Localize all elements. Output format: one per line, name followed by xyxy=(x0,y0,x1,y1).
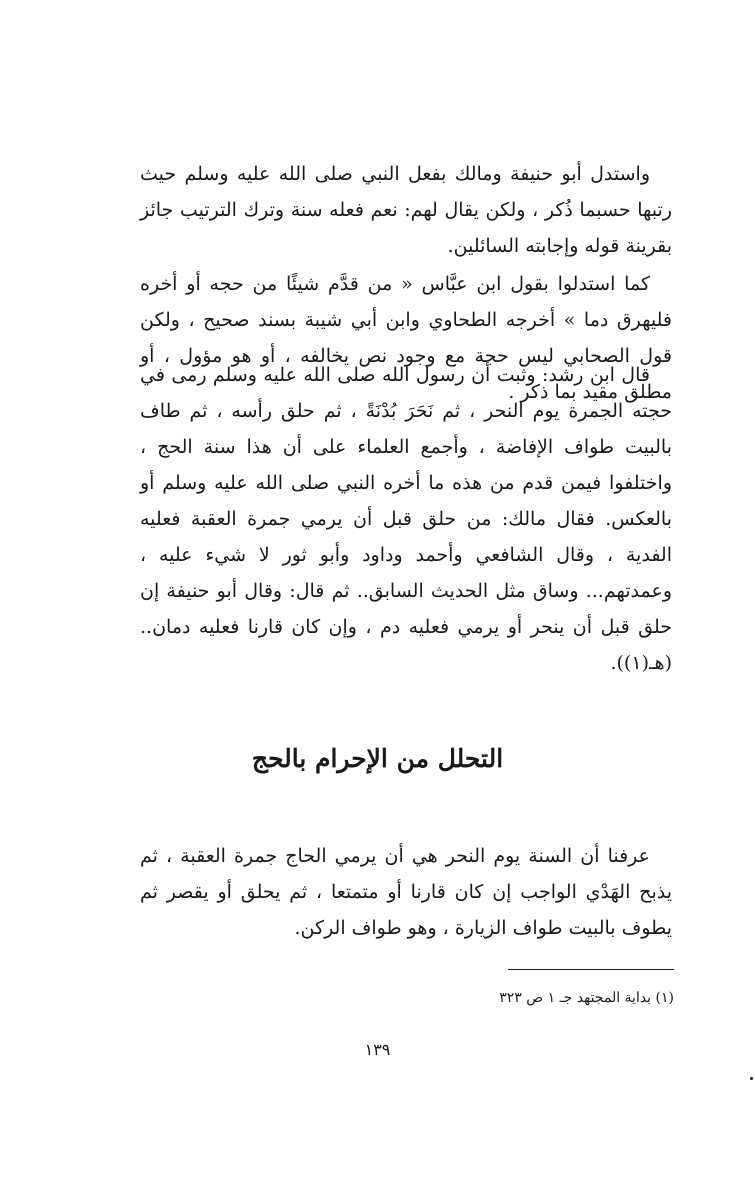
footnote-divider xyxy=(508,969,674,970)
paragraph-1: واستدل أبو حنيفة ومالك بفعل النبي صلى الله عليه وسلم حيث رتبها حسبما ذُكر ، ولكن يقال لهم: نعم فعله سنة وترك الترتيب جائز بقرينة قوله وإجابته السائلين. xyxy=(140,163,672,257)
scan-speck xyxy=(750,1077,753,1080)
section-heading: التحلل من الإحرام بالحج xyxy=(251,744,504,773)
page-number: ١٣٩ xyxy=(364,1040,391,1059)
footnote: (١) بداية المجتهد جـ ١ ص ٣٢٣ xyxy=(499,990,674,1006)
paragraph-2: كما استدلوا بقول ابن عبَّاس « من قدَّم شيئًا من حجه أو أخره فليهرق دما » أخرجه الطحاوي وابن أبي شيبة بسند صحيح ، ولكن قول الصحابي ليس حجة مع وجود نص يخالفه ، أو هو مؤول ، أو مطلق مقيد بما ذكر . xyxy=(140,273,672,403)
text-block-1 xyxy=(140,156,672,264)
text-block-3 xyxy=(140,357,672,681)
paragraph-3: قال ابن رشد: وثبت أن رسول الله صلى الله عليه وسلم رمى في حجته الجمرة يوم النحر ، ثم نَحَرَ بُدْنَةً ، ثم حلق رأسه ، ثم طاف بالبيت طواف الإفاضة ، وأجمع العلماء على أن هذا سنة الحج ، واختلفوا فيمن قدم من هذه ما أخره النبي صلى الله عليه وسلم أو بالعكس. فقال مالك: من حلق قبل أن يرمي جمرة العقبة فعليه الفدية ، وقال الشافعي وأحمد وداود وأبو ثور لا شيء عليه ، وعمدتهم... وساق مثل الحديث السابق.. ثم قال: وقال أبو حنيفة إن حلق قبل أن ينحر أو يرمي فعليه دم ، وإن كان قارنا فعليه دمان.. (هـ(١)). xyxy=(140,364,672,674)
paragraph-4: عرفنا أن السنة يوم النحر هي أن يرمي الحاج جمرة العقبة ، ثم يذبح الهَدْي الواجب إن كان قارنا أو متمتعا ، ثم يحلق أو يقصر ثم يطوف بالبيت طواف الزيارة ، وهو طواف الركن. xyxy=(140,845,672,939)
text-block-4 xyxy=(140,838,672,946)
